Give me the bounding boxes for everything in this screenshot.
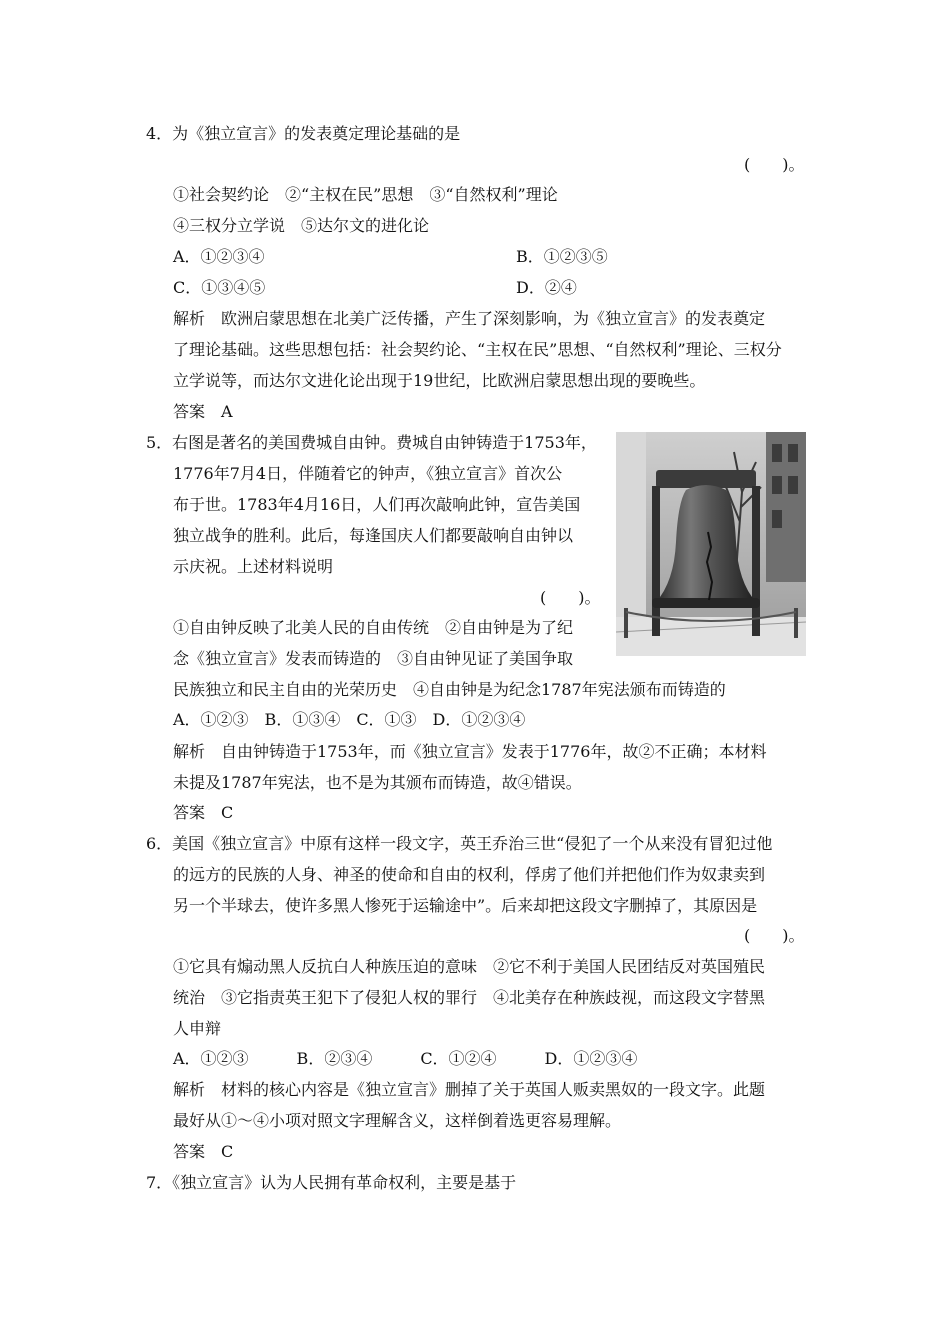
q4-analysis-line-3: 立学说等，而达尔文进化论出现于19世纪，比欧洲启蒙思想出现的要晚些。 [173, 371, 706, 390]
q4-choice-b: B．①②③⑤ [516, 247, 608, 266]
q4-analysis-line-2: 了理论基础。这些思想包括：社会契约论、“主权在民”思想、“自然权利”理论、三权分 [173, 340, 782, 359]
q6-answer-bracket: ( )。 [744, 926, 805, 945]
q4-choice-d: D．②④ [516, 278, 577, 297]
q6-answer: 答案 C [173, 1142, 234, 1161]
liberty-bell-photo [616, 432, 806, 656]
q6-stem-line-1: 6．美国《独立宣言》中原有这样一段文字，英王乔治三世“侵犯了一个从来没有冒犯过他 [146, 834, 773, 853]
q5-options-line-3: 民族独立和民主自由的光荣历史 ④自由钟是为纪念1787年宪法颁布而铸造的 [173, 680, 726, 699]
q5-answer-bracket: ( )。 [540, 588, 601, 607]
q6-stem-line-3: 另一个半球去，使许多黑人惨死于运输途中”。后来却把这段文字删掉了，其原因是 [173, 896, 758, 915]
q4-answer: 答案 A [173, 402, 233, 421]
q5-answer: 答案 C [173, 803, 234, 822]
q6-options-line-3: 人申辩 [173, 1019, 222, 1038]
q6-analysis-line-2: 最好从①～④小项对照文字理解含义，这样倒着选更容易理解。 [173, 1111, 622, 1130]
q6-choices: A．①②③ B．②③④ C．①②④ D．①②③④ [173, 1049, 638, 1068]
q4-options-line-1: ①社会契约论 ②“主权在民”思想 ③“自然权利”理论 [173, 185, 558, 204]
q4-options-line-2: ④三权分立学说 ⑤达尔文的进化论 [173, 216, 430, 235]
q6-options-line-1: ①它具有煽动黑人反抗白人种族压迫的意味 ②它不利于美国人民团结反对英国殖民 [173, 957, 766, 976]
q5-stem-line-1: 5．右图是著名的美国费城自由钟。费城自由钟铸造于1753年， [146, 433, 597, 452]
q5-stem-line-2: 1776年7月4日，伴随着它的钟声，《独立宣言》首次公 [173, 464, 563, 483]
q5-analysis-line-2: 未提及1787年宪法，也不是为其颁布而铸造，故④错误。 [173, 773, 582, 792]
q5-stem-line-3: 布于世。1783年4月16日，人们再次敲响此钟，宣告美国 [173, 495, 581, 514]
q6-stem-line-2: 的远方的民族的人身、神圣的使命和自由的权利，俘虏了他们并把他们作为奴隶卖到 [173, 865, 766, 884]
q7-stem: 7．《独立宣言》认为人民拥有革命权利，主要是基于 [146, 1173, 517, 1192]
q5-choices: A．①②③ B．①③④ C．①③ D．①②③④ [173, 710, 526, 729]
q4-answer-bracket: ( )。 [744, 155, 805, 174]
q5-analysis-line-1: 解析 自由钟铸造于1753年，而《独立宣言》发表于1776年，故②不正确；本材料 [173, 742, 767, 761]
q4-stem: 4．为《独立宣言》的发表奠定理论基础的是 [146, 124, 461, 143]
q4-choice-a: A．①②③④ [173, 247, 265, 266]
q4-choice-c: C．①③④⑤ [173, 278, 266, 297]
q6-options-line-2: 统治 ③它指责英王犯下了侵犯人权的罪行 ④北美存在种族歧视，而这段文字替黑 [173, 988, 766, 1007]
q6-analysis-line-1: 解析 材料的核心内容是《独立宣言》删掉了关于英国人贩卖黑奴的一段文字。此题 [173, 1080, 766, 1099]
q5-stem-line-4: 独立战争的胜利。此后，每逢国庆人们都要敲响自由钟以 [173, 526, 574, 545]
q5-options-line-1: ①自由钟反映了北美人民的自由传统 ②自由钟是为了纪 [173, 618, 574, 637]
q5-stem-line-5: 示庆祝。上述材料说明 [173, 557, 334, 576]
q5-options-line-2: 念《独立宣言》发表而铸造的 ③自由钟见证了美国争取 [173, 649, 574, 668]
q4-analysis-line-1: 解析 欧洲启蒙思想在北美广泛传播，产生了深刻影响，为《独立宣言》的发表奠定 [173, 309, 766, 328]
